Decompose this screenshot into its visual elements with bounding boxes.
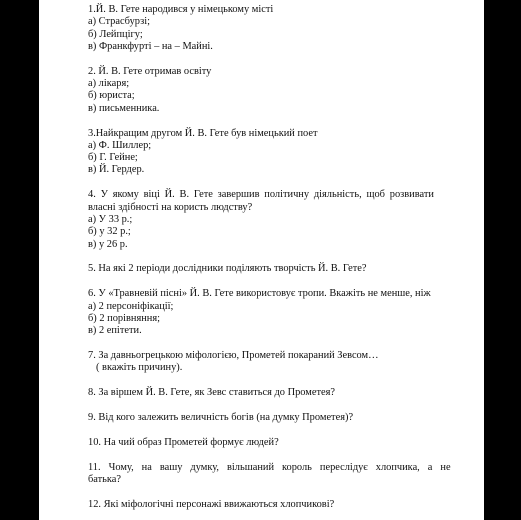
question-2-option-b: б) юриста; [88,90,135,102]
question-8 [88,387,484,399]
question-10-title: 10. На чий образ Прометей формує людей? [88,437,279,449]
question-12-title: 12. Які міфологічні персонажі ввижаються хлопчикові? [88,499,335,511]
question-3-option-a: а) Ф. Шиллер; [88,139,152,151]
question-3-option-c: в) Й. Гердер. [88,164,145,176]
question-1 [88,4,484,53]
question-3 [88,128,484,177]
question-1-option-b: б) Лейпцігу; [88,28,143,40]
question-6-option-c: в) 2 епітети. [88,325,142,337]
question-4-option-c: в) у 26 р. [88,238,128,250]
question-4-title-line-1: 4. У якому віці Й. В. Гете завершив політичну діяльність, щоб розвивати [88,189,434,201]
question-6-option-b: б) 2 порівняння; [88,312,161,324]
question-8-title: 8. За віршем Й. В. Гете, як Зевс ставиться до Прометея? [88,387,336,399]
question-7-subtitle: ( вкажіть причину). [96,362,183,374]
question-3-option-b: б) Г. Гейне; [88,152,138,164]
question-2-title: 2. Й. В. Гете отримав освіту [88,65,212,77]
question-11-title-line-2: батька? [88,474,122,486]
question-9-title: 9. Від кого залежить величність богів (на думку Прометея)? [88,412,354,424]
question-6-option-a: а) 2 персоніфікації; [88,300,174,312]
question-4-option-b: б) у 32 р.; [88,226,131,238]
question-10 [88,437,484,449]
question-4-title-line-2: власні здібності на користь людству? [88,201,253,213]
question-6 [88,288,484,337]
document-page [39,0,484,520]
question-4 [88,189,484,250]
question-2-option-c: в) письменника. [88,102,160,114]
question-1-option-c: в) Франкфурті – на – Майні. [88,40,213,52]
question-2-option-a: а) лікаря; [88,78,130,90]
question-12 [88,499,484,511]
question-2 [88,66,484,115]
question-5 [88,263,484,275]
question-1-title: 1.Й. В. Гете народився у німецькому місті [88,4,274,15]
question-5-title: 5. На які 2 періоди дослідники поділяють творчість Й. В. Гете? [88,263,367,275]
quiz-content [88,0,484,511]
question-7-title: 7. За давньогрецькою міфологією, Прометей покараний Зевсом… [88,350,379,362]
question-6-title: 6. У «Травневій пісні» Й. В. Гете використовує тропи. Вкажіть не менше, ніж [88,288,431,300]
question-4-option-a: а) У 33 р.; [88,213,133,225]
question-9 [88,412,484,424]
question-11-title-line-1: 11. Чому, на вашу думку, вільшаний король переслідує хлопчика, а не [88,461,451,473]
question-11 [88,462,484,487]
question-3-title: 3.Найкращим другом Й. В. Гете був німецький поет [88,127,318,139]
question-1-option-a: а) Страсбурзі; [88,16,150,28]
question-7 [88,350,484,375]
